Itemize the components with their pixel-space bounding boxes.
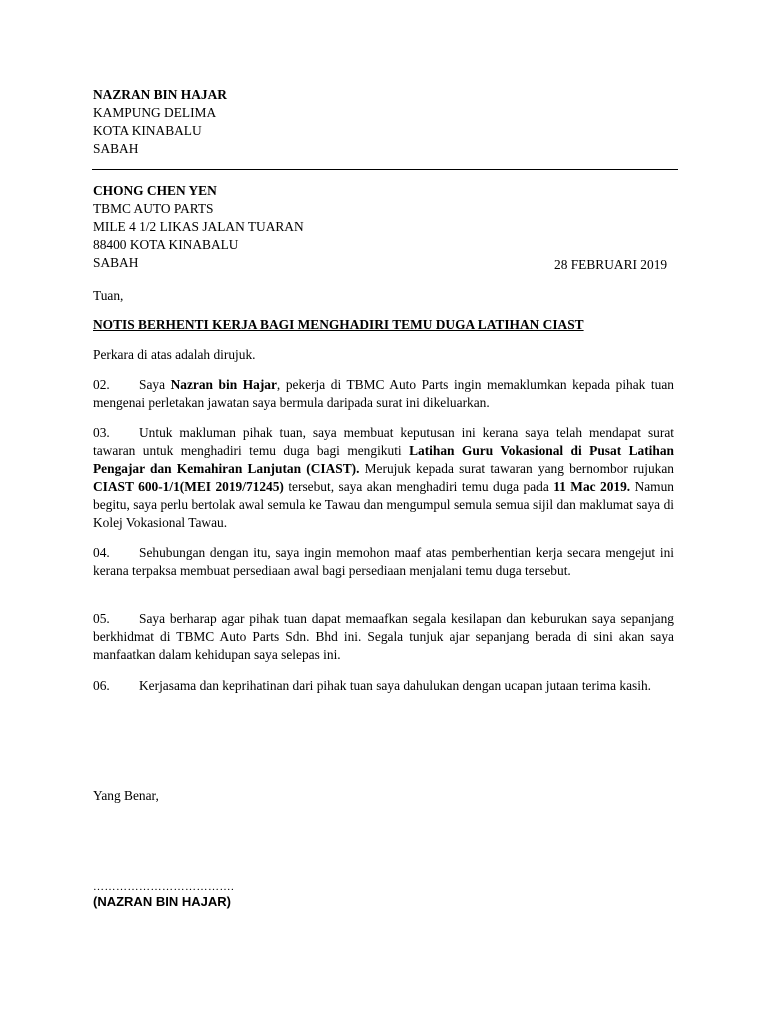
intro-line bbox=[93, 346, 674, 364]
paragraph-03 bbox=[93, 424, 674, 532]
paragraph-text: Saya bbox=[139, 377, 171, 392]
sender-address-line: KOTA KINABALU bbox=[93, 123, 202, 138]
paragraph-text: , pekerja di TBMC Auto Parts ingin memaklumkan kepada pihak tuan mengenai perletakan jawatan saya bermula daripada surat ini dikeluarkan. bbox=[93, 377, 674, 410]
signature-line: ………………………………. bbox=[93, 881, 235, 893]
recipient-block bbox=[93, 182, 304, 272]
closing: Yang Benar, bbox=[93, 788, 159, 803]
paragraph-text: tersebut, saya akan menghadiri temu duga pada bbox=[283, 479, 554, 494]
paragraph-text: Merujuk kepada surat tawaran yang bernombor rujukan bbox=[359, 461, 674, 476]
paragraph-number: 02. bbox=[93, 377, 110, 392]
paragraph-text: Namun begitu, saya perlu bertolak awal semula ke Tawau dan mengumpul semula semua sijil dan maklumat saya di Kolej Vokasional Tawau. bbox=[93, 479, 674, 530]
paragraph-text: Untuk makluman pihak tuan, saya membuat keputusan ini kerana saya telah mendapat surat tawaran untuk menghadiri temu duga bagi mengikuti bbox=[93, 425, 674, 458]
paragraph-number: 04. bbox=[93, 545, 110, 560]
letter-subject: NOTIS BERHENTI KERJA BAGI MENGHADIRI TEMU DUGA LATIHAN CIAST bbox=[93, 317, 584, 332]
paragraph-bold-text: 11 Mac 2019. bbox=[553, 479, 631, 494]
paragraph-05 bbox=[93, 610, 674, 664]
header-divider bbox=[92, 169, 678, 170]
paragraph-number: 03. bbox=[93, 425, 110, 440]
recipient-address-line: MILE 4 1/2 LIKAS JALAN TUARAN bbox=[93, 219, 304, 234]
paragraph-text: Sehubungan dengan itu, saya ingin memohon maaf atas pemberhentian kerja secara mengejut ini kerana terpaksa membuat persediaan awal bagi persediaan menjalani temu duga tersebut. bbox=[93, 545, 674, 578]
sender-name: NAZRAN BIN HAJAR bbox=[93, 87, 227, 102]
paragraph-06 bbox=[93, 677, 674, 695]
paragraph-number: 06. bbox=[93, 678, 110, 693]
recipient-name: CHONG CHEN YEN bbox=[93, 183, 217, 198]
intro-text: Perkara di atas adalah dirujuk. bbox=[93, 347, 256, 362]
paragraph-04 bbox=[93, 544, 674, 580]
sender-address-line: KAMPUNG DELIMA bbox=[93, 105, 217, 120]
sender-address-line: SABAH bbox=[93, 141, 139, 156]
paragraph-text: Kerjasama dan keprihatinan dari pihak tuan saya dahulukan dengan ucapan jutaan terima kasih. bbox=[139, 678, 651, 693]
letter-date: 28 FEBRUARI 2019 bbox=[554, 257, 668, 272]
paragraph-text: Saya berharap agar pihak tuan dapat memaafkan segala kesilapan dan keburukan saya sepanjang berkhidmat di TBMC Auto Parts Sdn. Bhd ini. Segala tunjuk ajar sepanjang berada di sini akan saya manfaatkan dalam kehidupan saya selepas ini. bbox=[93, 611, 674, 662]
paragraph-bold-text: Latihan Guru Vokasional di Pusat Latihan Pengajar dan Kemahiran Lanjutan (CIAST). bbox=[93, 443, 674, 476]
salutation: Tuan, bbox=[93, 288, 124, 303]
signature-name: (NAZRAN BIN HAJAR) bbox=[93, 894, 231, 909]
paragraph-bold-text: Nazran bin Hajar bbox=[170, 377, 277, 392]
recipient-address-line: 88400 KOTA KINABALU bbox=[93, 237, 239, 252]
recipient-address-line: TBMC AUTO PARTS bbox=[93, 201, 214, 216]
paragraph-02 bbox=[93, 376, 674, 412]
paragraph-number: 05. bbox=[93, 611, 110, 626]
paragraph-bold-text: CIAST 600-1/1(MEI 2019/71245) bbox=[93, 479, 284, 494]
sender-block bbox=[93, 86, 227, 158]
recipient-address-line: SABAH bbox=[93, 255, 139, 270]
